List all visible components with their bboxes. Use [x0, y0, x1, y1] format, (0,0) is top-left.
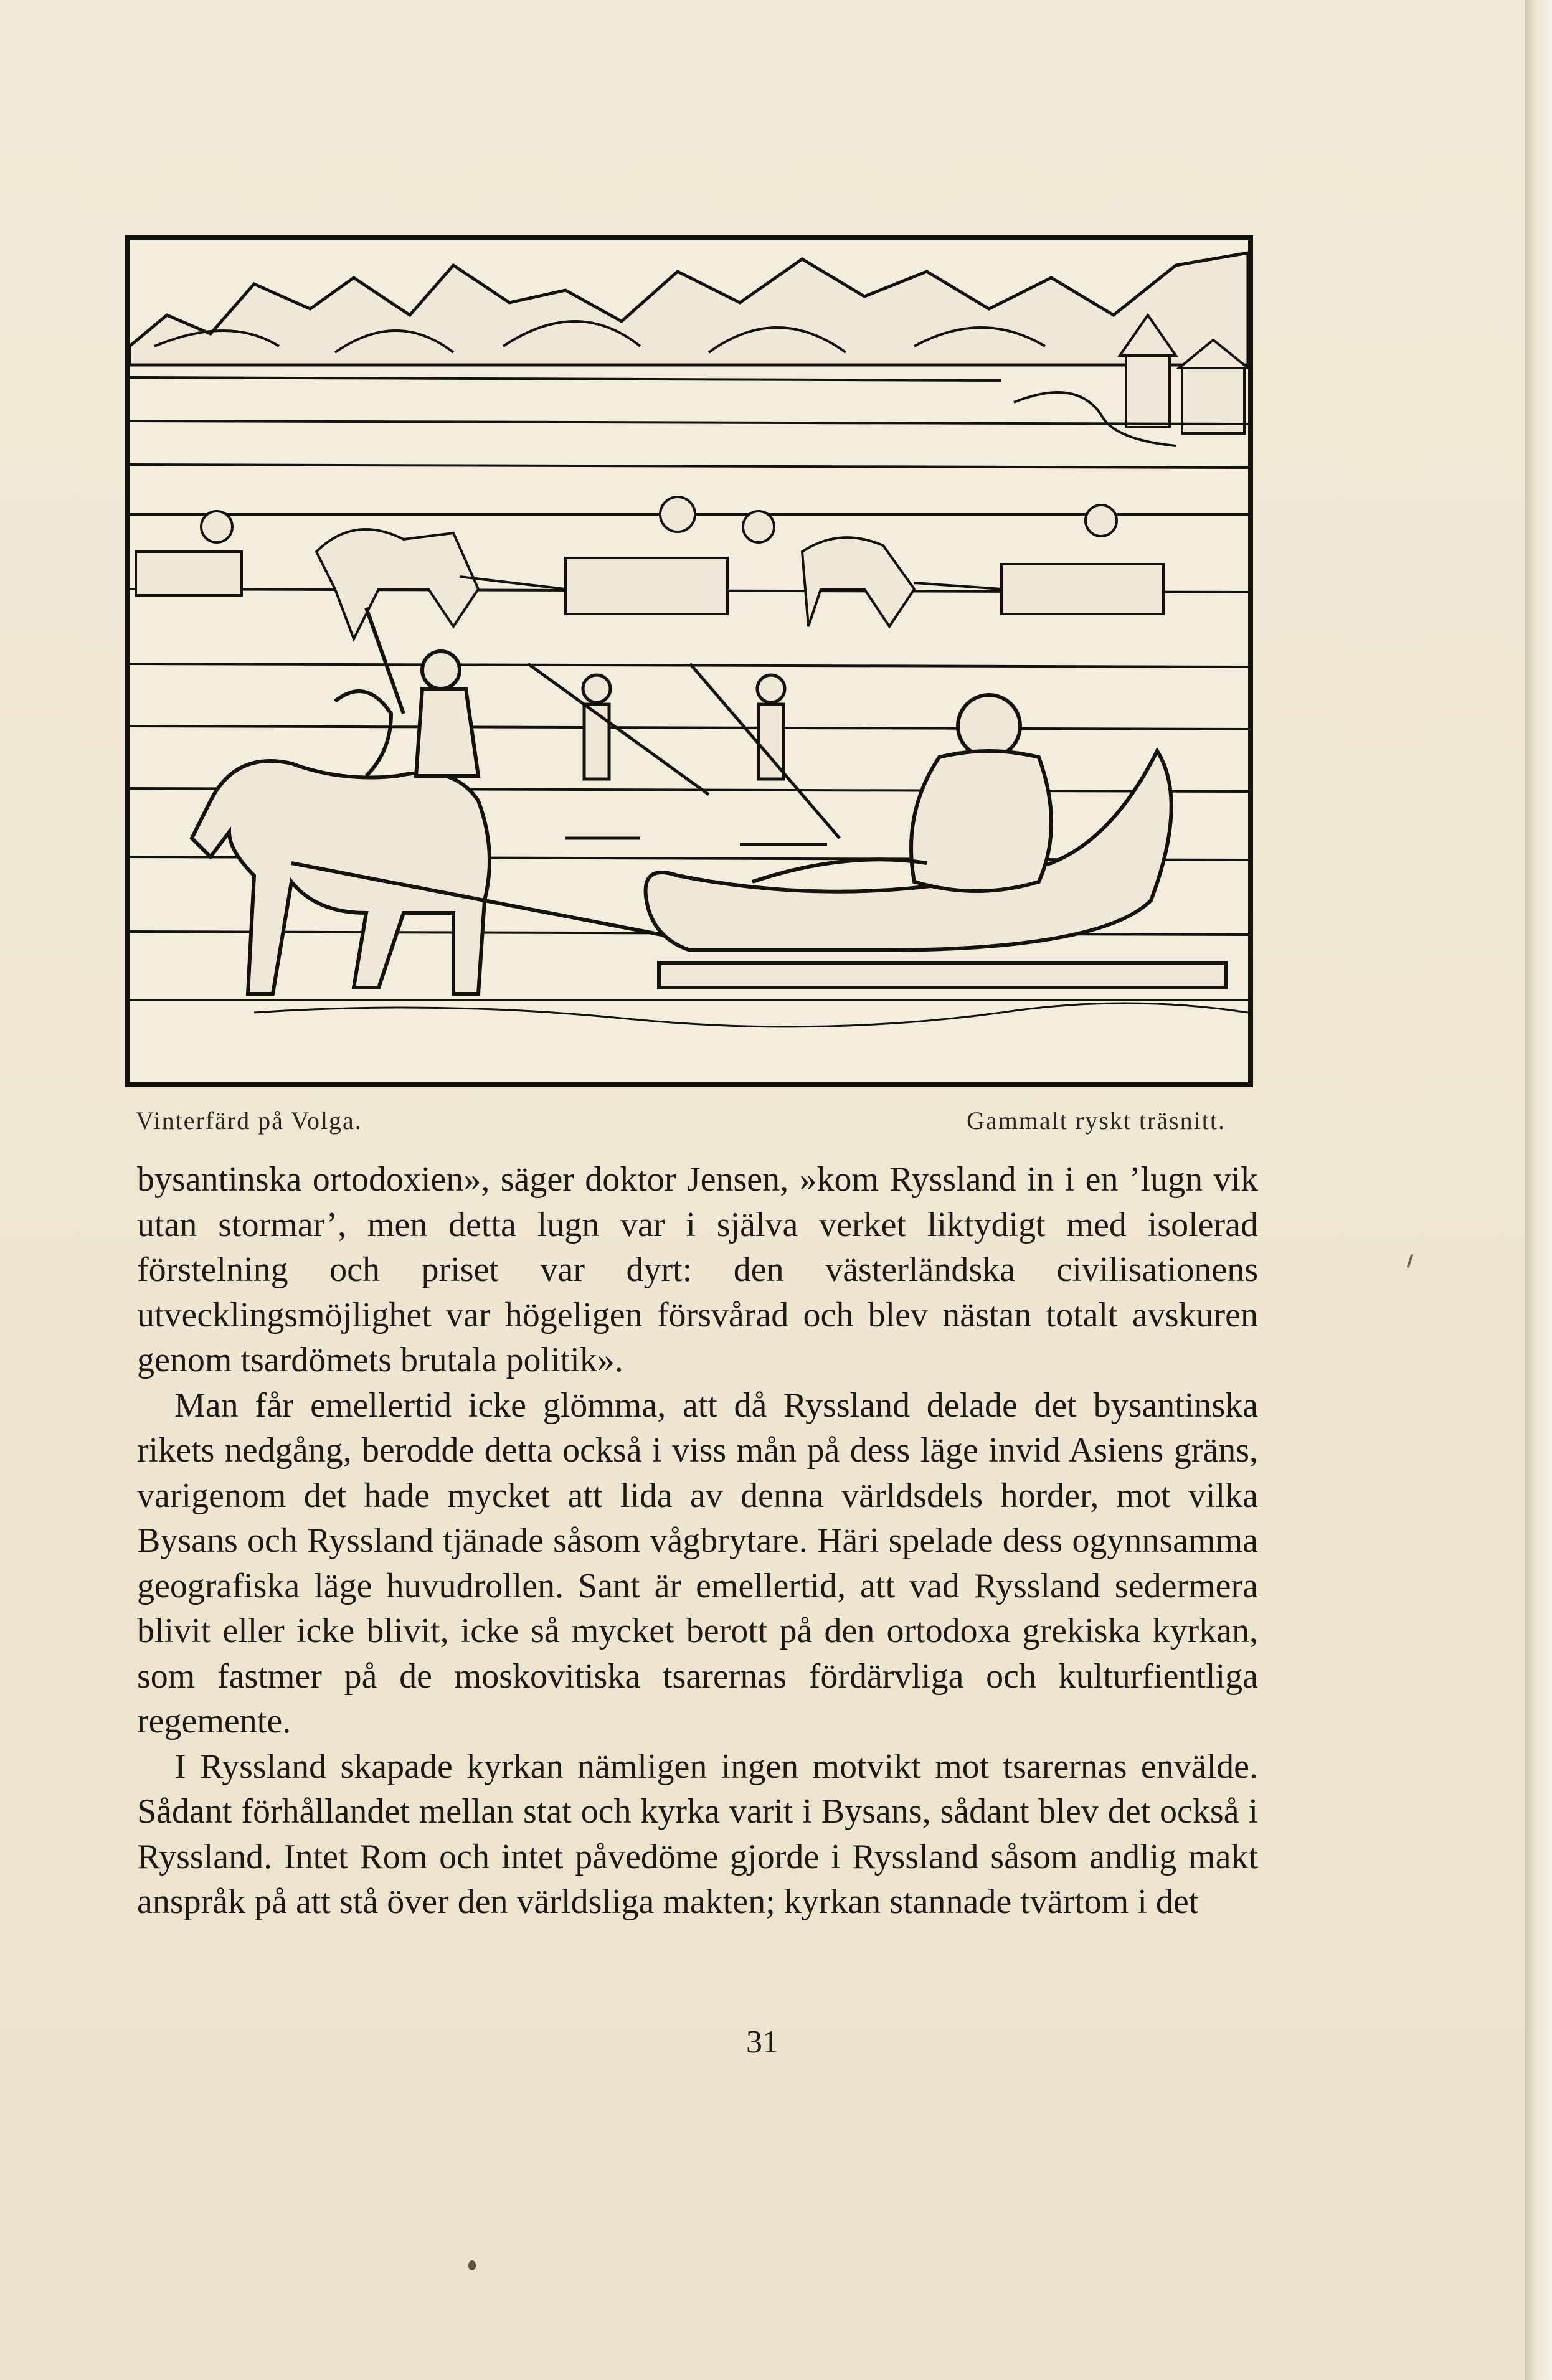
middle-row-sleighs: [136, 497, 1163, 639]
page-edge: [1525, 0, 1552, 2380]
page-number: 31: [746, 2024, 778, 2060]
margin-mark: [1407, 1254, 1414, 1268]
figure-caption-source: Gammalt ryskt träsnitt.: [967, 1107, 1226, 1135]
skiers: [528, 664, 840, 844]
body-text: [137, 1157, 1258, 1925]
paragraph-1: bysantinska ortodoxien», säger doktor Jensen, »kom Ryssland in i en ’lugn vik utan stormar’, men detta lugn var i själva verket liktydigt med isolerad förstelning och priset var dyrt: den västerländska civilisationens utvecklingsmöjlighet var högeligen försvårad och blev nästan totalt avskuren genom tsardömets brutala politik».: [137, 1160, 1258, 1379]
paragraph-3: I Ryssland skapade kyrkan nämligen ingen motvikt mot tsarernas envälde. Sådant förhållandet mellan stat och kyrka varit i Bysans, sådant blev det också i Ryssland. Intet Rom och intet påvedöme gjorde i Ryssland såsom andlig makt anspråk på att stå över den världsliga makten; kyrkan stannade tvärtom i det: [137, 1747, 1258, 1921]
woodcut-illustration: [125, 235, 1253, 1087]
paragraph-2: Man får emellertid icke glömma, att då Ryssland delade det bysantinska rikets nedgång, berodde detta också i viss mån på dess läge invid Asiens gräns, varigenom det hade mycket att lida av denna världsdels horder, mot vilka Bysans och Ryssland tjänade såsom vågbrytare. Häri spelade dess ogynnsamma geografiska läge huvudrollen. Sant är emellertid, att vad Ryssland sedermera blivit eller icke blivit, icke så mycket berott på den ortodoxa grekiska kyrkan, som fastmer på de moskovitiska tsarernas fördärvliga och kulturfientliga regemente.: [137, 1386, 1258, 1740]
snow-hatching: [254, 1003, 1248, 1027]
figure-caption-title: Vinterfärd på Volga.: [136, 1107, 362, 1135]
winter-sleigh-woodcut: [130, 240, 1248, 1082]
ink-speck: [468, 2260, 476, 2270]
mountain-range: [130, 253, 1248, 365]
foreground-horse: [192, 608, 490, 994]
